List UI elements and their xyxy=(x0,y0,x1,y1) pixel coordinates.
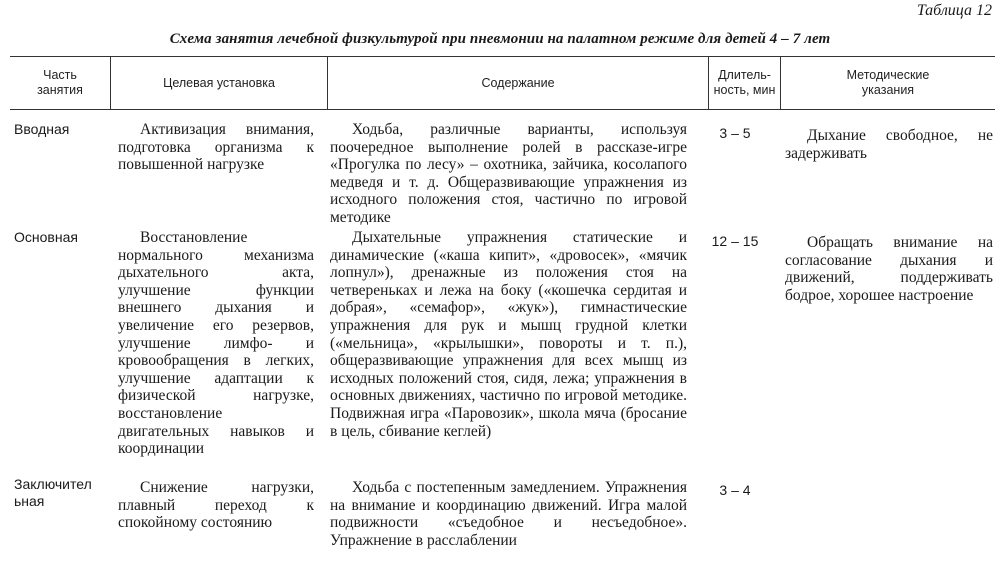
row-goal: Активизация внимания, подготовка организма к повышенной нагрузке xyxy=(118,121,314,174)
header-methods: Методические указания xyxy=(846,68,930,97)
header-goal: Целевая установка xyxy=(163,75,275,90)
row-goal: Снижение нагрузки, плавный переход к спокойному состоянию xyxy=(118,479,314,532)
row-duration: 3 – 5 xyxy=(719,125,751,141)
row-content: Ходьба, различные варианты, используя поочередное выполнение ролей в рассказе-игре «Прогулка по лесу» – охотника, зайчика, косолапого медведя и т. д. Общеразвивающие упражнения из исходного положения стоя, частично по игровой методике xyxy=(330,121,687,226)
row-part-label-text: Заключительная xyxy=(14,476,92,509)
table-number: Таблица 12 xyxy=(916,2,992,19)
row-methods: Дыхание свободное, не задерживать xyxy=(785,127,993,162)
row-content: Дыхательные упражнения статические и динамические («каша кипит», «дровосек», «мячик лопнул»), дренажные из положения стоя на четвереньках и лежа на боку («кошечка сердитая и добрая», «семафор», «жук»), гимнастические упражнения для рук и мышц грудной клетки («мельница», «крылышки», повороты и т. п.), общеразвивающие упражнения для всех мышц из исходных положений стоя, сидя, лежа; упражнения в основных движениях, частично по игровой методике. Подвижная игра «Паровозик», школа мяча (бросание в цель, сбивание кеглей) xyxy=(330,229,687,440)
row-part-label xyxy=(14,476,94,510)
table-header-row xyxy=(10,56,995,110)
row-goal: Восстановление нормального механизма дыхательного акта, улучшение функции внешнего дыхания и увеличение его резервов, улучшение лимфо- и кровообращения в легких, улучшение адаптации к физической нагрузке, восстановление двигательных навыков и координации xyxy=(118,229,314,458)
row-duration: 3 – 4 xyxy=(719,482,751,498)
header-content: Содержание xyxy=(481,75,555,90)
row-methods: Обращать внимание на согласование дыхания и движений, поддерживать бодрое, хорошее настроение xyxy=(785,234,993,304)
row-duration: 12 – 15 xyxy=(711,233,759,249)
row-part-label: Основная xyxy=(14,229,78,245)
header-part: Часть занятия xyxy=(37,68,83,97)
table-title: Схема занятия лечебной физкультурой при пневмонии на палатном режиме для детей 4 – 7 лет xyxy=(169,31,831,47)
row-content: Ходьба с постепенным замедлением. Упражнения на внимание и координацию движений. Игра малой подвижности «съедобное и несъедобное». Упражнение в расслаблении xyxy=(330,479,687,549)
header-duration: Длитель-ность, мин xyxy=(713,68,776,97)
row-part-label: Вводная xyxy=(14,121,70,137)
